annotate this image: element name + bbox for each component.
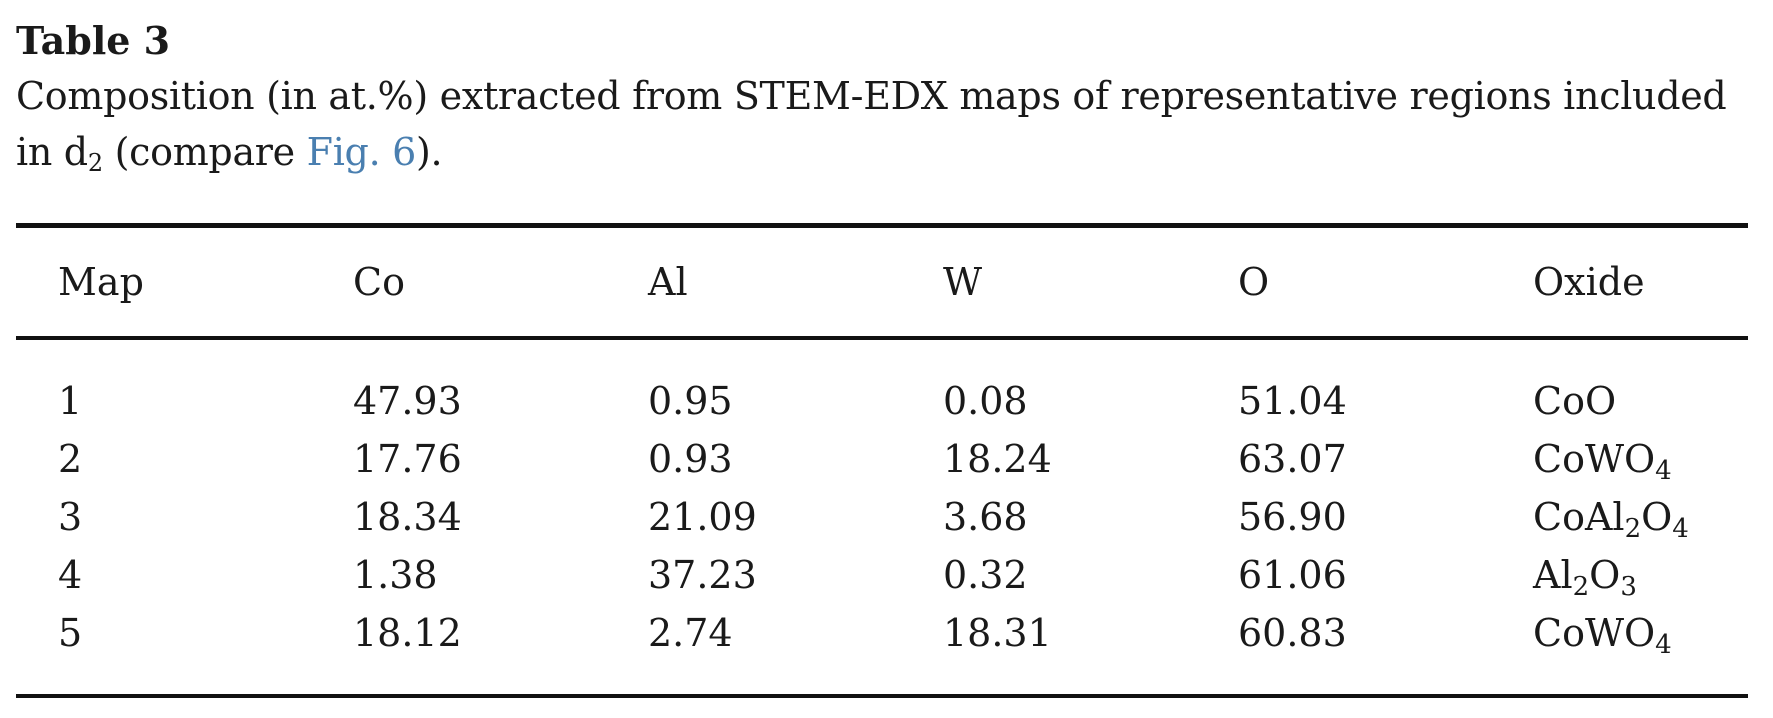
column-header-w: W — [943, 260, 983, 304]
column-header-al: Al — [648, 260, 688, 304]
bottom-rule — [16, 694, 1748, 698]
cell-map: 3 — [58, 495, 83, 539]
caption-text: Composition (in at.%) extracted from STEM-EDX maps of representative regions included in d — [16, 74, 1727, 174]
formula-text: Al — [1533, 553, 1573, 597]
cell-o: 56.90 — [1238, 495, 1347, 539]
caption-close: ). — [416, 130, 443, 174]
column-header-o: O — [1238, 260, 1270, 304]
cell-w: 18.24 — [943, 437, 1052, 481]
cell-map: 5 — [58, 611, 83, 655]
figure-link[interactable]: Fig. 6 — [306, 130, 417, 174]
cell-map: 4 — [58, 553, 83, 597]
cell-al: 21.09 — [648, 495, 757, 539]
cell-o: 51.04 — [1238, 379, 1347, 423]
cell-oxide — [1533, 488, 1748, 546]
cell-al: 0.93 — [648, 437, 733, 481]
cell-co: 1.38 — [353, 553, 438, 597]
cell-o: 60.83 — [1238, 611, 1347, 655]
column-header-co: Co — [353, 260, 405, 304]
cell-co: 18.34 — [353, 495, 462, 539]
formula-text: CoWO — [1533, 437, 1656, 481]
formula-text: CoAl — [1533, 495, 1625, 539]
cell-co: 47.93 — [353, 379, 462, 423]
formula-subscript: 2 — [1624, 514, 1642, 544]
cell-al: 0.95 — [648, 379, 733, 423]
formula-subscript: 4 — [1672, 514, 1689, 544]
table-row — [16, 546, 1748, 604]
header-row — [16, 228, 1748, 336]
cell-co: 18.12 — [353, 611, 462, 655]
table-row — [16, 430, 1748, 488]
formula-text: O — [1641, 495, 1673, 539]
formula-subscript: 4 — [1655, 456, 1672, 486]
table-block — [16, 18, 1748, 660]
cell-o: 61.06 — [1238, 553, 1347, 597]
cell-w: 0.08 — [943, 379, 1028, 423]
cell-oxide — [1533, 604, 1748, 662]
cell-w: 0.32 — [943, 553, 1028, 597]
cell-al: 37.23 — [648, 553, 757, 597]
formula-subscript: 4 — [1655, 630, 1672, 660]
formula-subscript: 2 — [1572, 572, 1590, 602]
formula-subscript: 3 — [1620, 572, 1637, 602]
cell-map: 2 — [58, 437, 83, 481]
column-header-map: Map — [58, 260, 144, 304]
table-row — [16, 336, 1748, 430]
formula-text: CoO — [1533, 379, 1617, 423]
table-label: Table 3 — [16, 18, 171, 63]
cell-w: 18.31 — [943, 611, 1052, 655]
table-row — [16, 604, 1748, 662]
table-row — [16, 488, 1748, 546]
formula-text: O — [1589, 553, 1621, 597]
cell-oxide — [1533, 430, 1748, 488]
formula-text: CoWO — [1533, 611, 1656, 655]
column-header-oxide: Oxide — [1533, 260, 1645, 304]
cell-co: 17.76 — [353, 437, 462, 481]
cell-oxide — [1533, 336, 1748, 430]
cell-w: 3.68 — [943, 495, 1028, 539]
caption-subscript: 2 — [87, 149, 103, 177]
caption-open: (compare — [102, 130, 307, 174]
cell-o: 63.07 — [1238, 437, 1347, 481]
composition-table — [16, 228, 1748, 662]
table-caption — [16, 68, 1748, 180]
cell-map: 1 — [58, 379, 83, 423]
cell-al: 2.74 — [648, 611, 733, 655]
cell-oxide — [1533, 546, 1748, 604]
